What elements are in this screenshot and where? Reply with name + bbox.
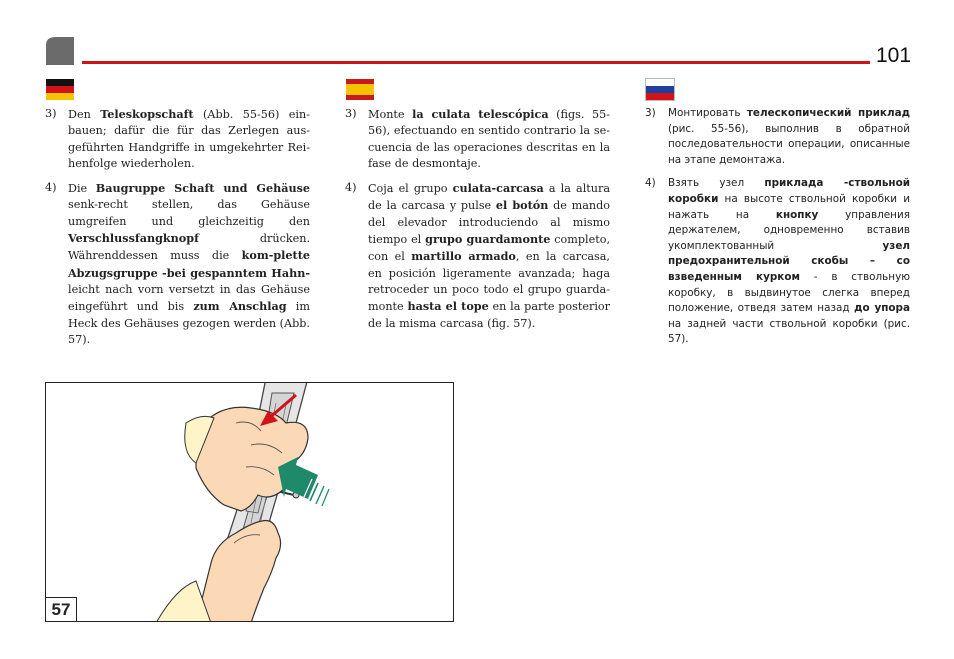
bold-term: culata-carcasa	[452, 181, 544, 196]
text-run: de mando del elevador introduciendo al mismo tiempo el	[368, 199, 610, 247]
bold-term: Teleskopschaft	[100, 107, 194, 121]
header-rule	[82, 61, 870, 64]
bold-term: la culata telescópica	[412, 107, 549, 121]
item-number: 3)	[45, 107, 57, 120]
text-run: Монтировать	[668, 107, 747, 119]
bold-term: Verschlussfangknopf	[68, 231, 199, 246]
instruction-item	[345, 106, 610, 172]
text-run: (figs. 55-56), efectuando en sentido contrario la se-cuencia de las operaciones descritas en la fase de desmontaje.	[368, 108, 611, 170]
bold-term: телескопический приклад	[746, 107, 910, 119]
instruction-item	[45, 106, 310, 172]
item-number: 4)	[45, 181, 57, 195]
text-run: senk-recht stellen, das Gehäuse umgreifen und gleichzeitig den	[68, 198, 310, 228]
item-text	[68, 182, 310, 346]
instruction-item	[345, 180, 610, 332]
item-text	[668, 107, 910, 166]
figure-57	[45, 382, 454, 622]
item-number: 4)	[345, 181, 357, 195]
spanish-flag-icon	[346, 79, 374, 100]
item-text	[368, 108, 610, 170]
instruction-item	[645, 106, 910, 168]
bold-term: martillo armado	[411, 249, 516, 264]
item-number: 3)	[645, 107, 656, 119]
bold-term: до упора	[854, 302, 910, 315]
instruction-item	[45, 180, 310, 348]
text-run: a la altura de la carcasa y pulse	[368, 182, 610, 213]
text-run: completo, con el	[368, 233, 610, 264]
page-number: 101	[876, 44, 912, 67]
corner-tab-icon	[46, 37, 74, 65]
upper-hand-drawing	[196, 407, 308, 511]
bold-term: el botón	[495, 198, 549, 213]
german-column	[45, 106, 310, 356]
text-run: - в ствольную коробку, в выдвинутое слегка вперед положение, отведя затем назад	[668, 270, 910, 315]
text-run: leicht nach vorn versetzt in das Gehäuse eingeführt und bis	[68, 282, 310, 314]
figure-number-label: 57	[45, 597, 77, 622]
russian-flag-icon	[646, 79, 674, 100]
text-run: en la parte posterior de la misma carcasa (fig. 57).	[368, 300, 610, 330]
text-run: Die	[68, 182, 96, 196]
text-run: Взять узел	[668, 177, 765, 190]
green-arrow-icon	[278, 457, 329, 506]
item-text	[668, 177, 910, 345]
spanish-column	[345, 106, 610, 340]
text-run: Coja el grupo	[368, 182, 453, 196]
text-run: (рис. 55-56), выполнив в обратной последовательности операции, описанные на этапе демонтажа.	[668, 122, 910, 166]
assembly-illustration	[46, 383, 454, 622]
bold-term: grupo guardamonte	[425, 232, 551, 247]
text-run: (Abb. 55-56) ein-bauen; dafür die für das Zerlegen aus-geführten Handgriffe in umgekehrter Rei-henfolge wiederholen.	[68, 108, 310, 170]
item-number: 4)	[645, 177, 656, 190]
russian-column	[645, 106, 910, 356]
bold-term: кнопку	[775, 208, 819, 221]
text-run: на высоте ствольной коробки и нажать на	[668, 192, 910, 221]
text-run: drücken. Währenddessen muss die	[68, 232, 310, 263]
item-text	[368, 182, 610, 329]
text-run: , en la carcasa, en posición ligeramente avanzada; haga retroceder un poco todo el grupo guarda-monte	[368, 250, 610, 314]
bold-term: hasta el tope	[407, 299, 489, 314]
item-text	[68, 108, 310, 170]
bold-term: kom-plette Abzugsgruppe -bei gespanntem Hahn-	[68, 248, 310, 280]
bold-term: zum Anschlag	[193, 299, 287, 314]
text-run: Monte	[368, 108, 413, 121]
item-number: 3)	[345, 107, 357, 120]
bold-term: приклада -ствольной коробки	[668, 177, 910, 205]
text-run: управления держателем, одновременно вставив укомплектованный	[668, 208, 910, 252]
text-run: im Heck des Gehäuses gezogen werden (Abb. 57).	[68, 300, 310, 346]
bold-term: Baugruppe Schaft und Gehäuse	[95, 181, 310, 196]
lower-hand-drawing	[196, 521, 281, 623]
text-run: на задней части ствольной коробки (рис. 57).	[668, 317, 910, 346]
text-run: Den	[68, 108, 101, 121]
instruction-item	[645, 176, 910, 348]
german-flag-icon	[46, 79, 74, 100]
bold-term: узел предохранительной скобы – со взведенным курком	[668, 239, 910, 283]
